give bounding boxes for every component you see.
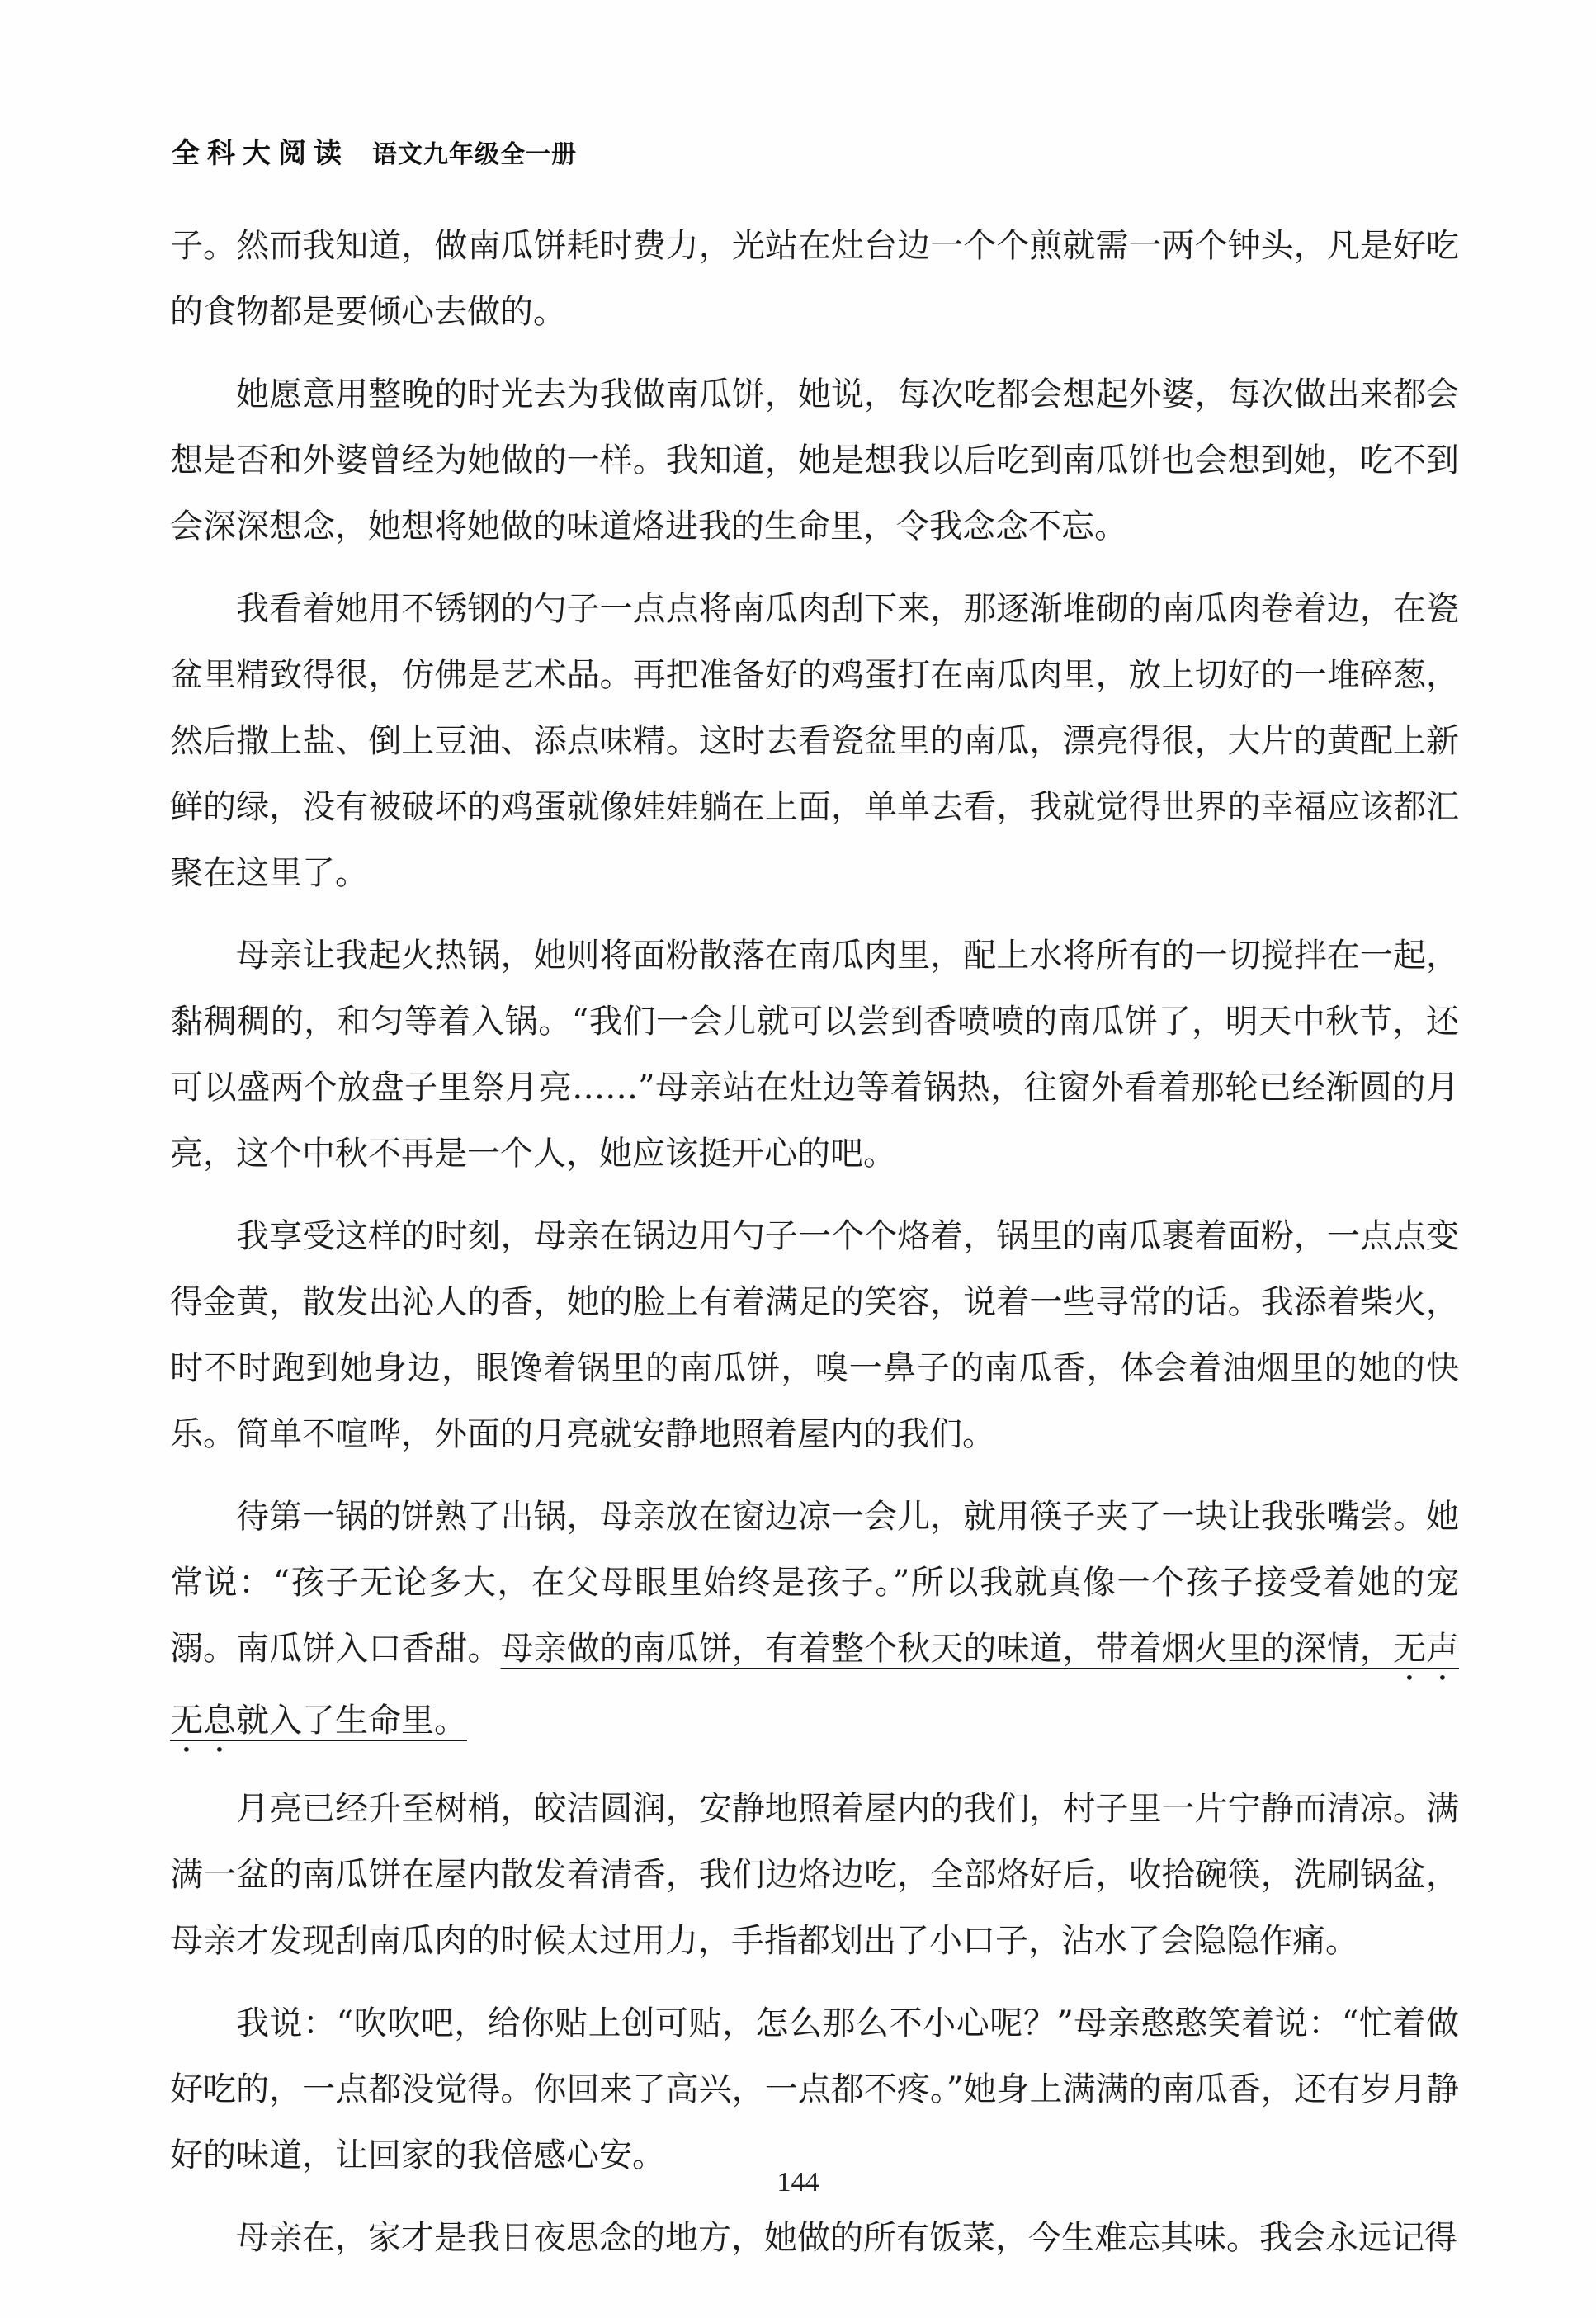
book-subtitle: 语文九年级全一册 bbox=[372, 140, 577, 169]
paragraph-1: 子。然而我知道，做南瓜饼耗时费力，光站在灶台边一个个煎就需一两个钟头，凡是好吃的食物都是要倾心去做的。 bbox=[170, 227, 1459, 331]
book-title: 全科大阅读 bbox=[172, 137, 349, 170]
running-header bbox=[172, 130, 577, 171]
paragraph-6-text: 待第一锅的饼熟了出锅，母亲放在窗边凉一会儿，就用筷子夹了一块让我张嘴尝。她常说：“孩子无论多大，在父母眼里始终是孩子。”所以我就真像一个孩子接受着她的宠溺。南瓜饼入口香甜。 bbox=[170, 1498, 1459, 1668]
paragraph-7: 月亮已经升至树梢，皎洁圆润，安静地照着屋内的我们，村子里一片宁静而清凉。满满一盆的南瓜饼在屋内散发着清香，我们边烙边吃，全部烙好后，收拾碗筷，洗刷锅盆，母亲才发现刮南瓜肉的时候太过用力，手指都划出了小口子，沾水了会隐隐作痛。 bbox=[170, 1790, 1459, 1960]
underlined-sentence-part-2: 就入了生命里。 bbox=[236, 1702, 467, 1740]
paragraph-5: 我享受这样的时刻，母亲在锅边用勺子一个个烙着，锅里的南瓜裹着面粉，一点点变得金黄，散发出沁人的香，她的脸上有着满足的笑容，说着一些寻常的话。我添着柴火，时不时跑到她身边，眼馋着锅里的南瓜饼，嗅一鼻子的南瓜香，体会着油烟里的她的快乐。简单不喧哗，外面的月亮就安静地照着屋内的我们。 bbox=[170, 1217, 1459, 1453]
paragraph-4: 母亲让我起火热锅，她则将面粉散落在南瓜肉里，配上水将所有的一切搅拌在一起，黏稠稠的，和匀等着入锅。“我们一会儿就可以尝到香喷喷的南瓜饼了，明天中秋节，还可以盛两个放盘子里祭月亮……”母亲站在灶边等着锅热，往窗外看着那轮已经渐圆的月亮，这个中秋不再是一个人，她应该挺开心的吧。 bbox=[170, 937, 1459, 1173]
paragraph-6 bbox=[170, 1484, 1459, 1759]
underlined-sentence-part-1: 母亲做的南瓜饼，有着整个秋天的味道，带着烟火里的深情， bbox=[500, 1630, 1393, 1668]
paragraph-3: 我看着她用不锈钢的勺子一点点将南瓜肉刮下来，那逐渐堆砌的南瓜肉卷着边，在瓷盆里精致得很，仿佛是艺术品。再把准备好的鸡蛋打在南瓜肉里，放上切好的一堆碎葱，然后撒上盐、倒上豆油、添点味精。这时去看瓷盆里的南瓜，漂亮得很，大片的黄配上新鲜的绿，没有被破坏的鸡蛋就像娃娃躺在上面，单单去看，我就觉得世界的幸福应该都汇聚在这里了。 bbox=[170, 590, 1459, 892]
paragraph-9: 母亲在，家才是我日夜思念的地方，她做的所有饭菜，今生难忘其味。我会永远记得 bbox=[236, 2219, 1457, 2257]
paragraph-8: 我说：“吹吹吧，给你贴上创可贴，怎么那么不小心呢？”母亲憨憨笑着说：“忙着做好吃的，一点都没觉得。你回来了高兴，一点都不疼。”她身上满满的南瓜香，还有岁月静好的味道，让回家的我倍感心安。 bbox=[170, 2004, 1459, 2174]
emphasized-word-wuxi: 无息 bbox=[170, 1702, 236, 1740]
page-number: 144 bbox=[777, 2167, 819, 2198]
paragraph-2: 她愿意用整晚的时光去为我做南瓜饼，她说，每次吃都会想起外婆，每次做出来都会想是否和外婆曾经为她做的一样。我知道，她是想我以后吃到南瓜饼也会想到她，吃不到会深深想念，她想将她做的味道烙进我的生命里，令我念念不忘。 bbox=[170, 375, 1459, 545]
article-body bbox=[170, 213, 1459, 2287]
emphasized-word-wusheng: 无声 bbox=[1392, 1630, 1460, 1668]
